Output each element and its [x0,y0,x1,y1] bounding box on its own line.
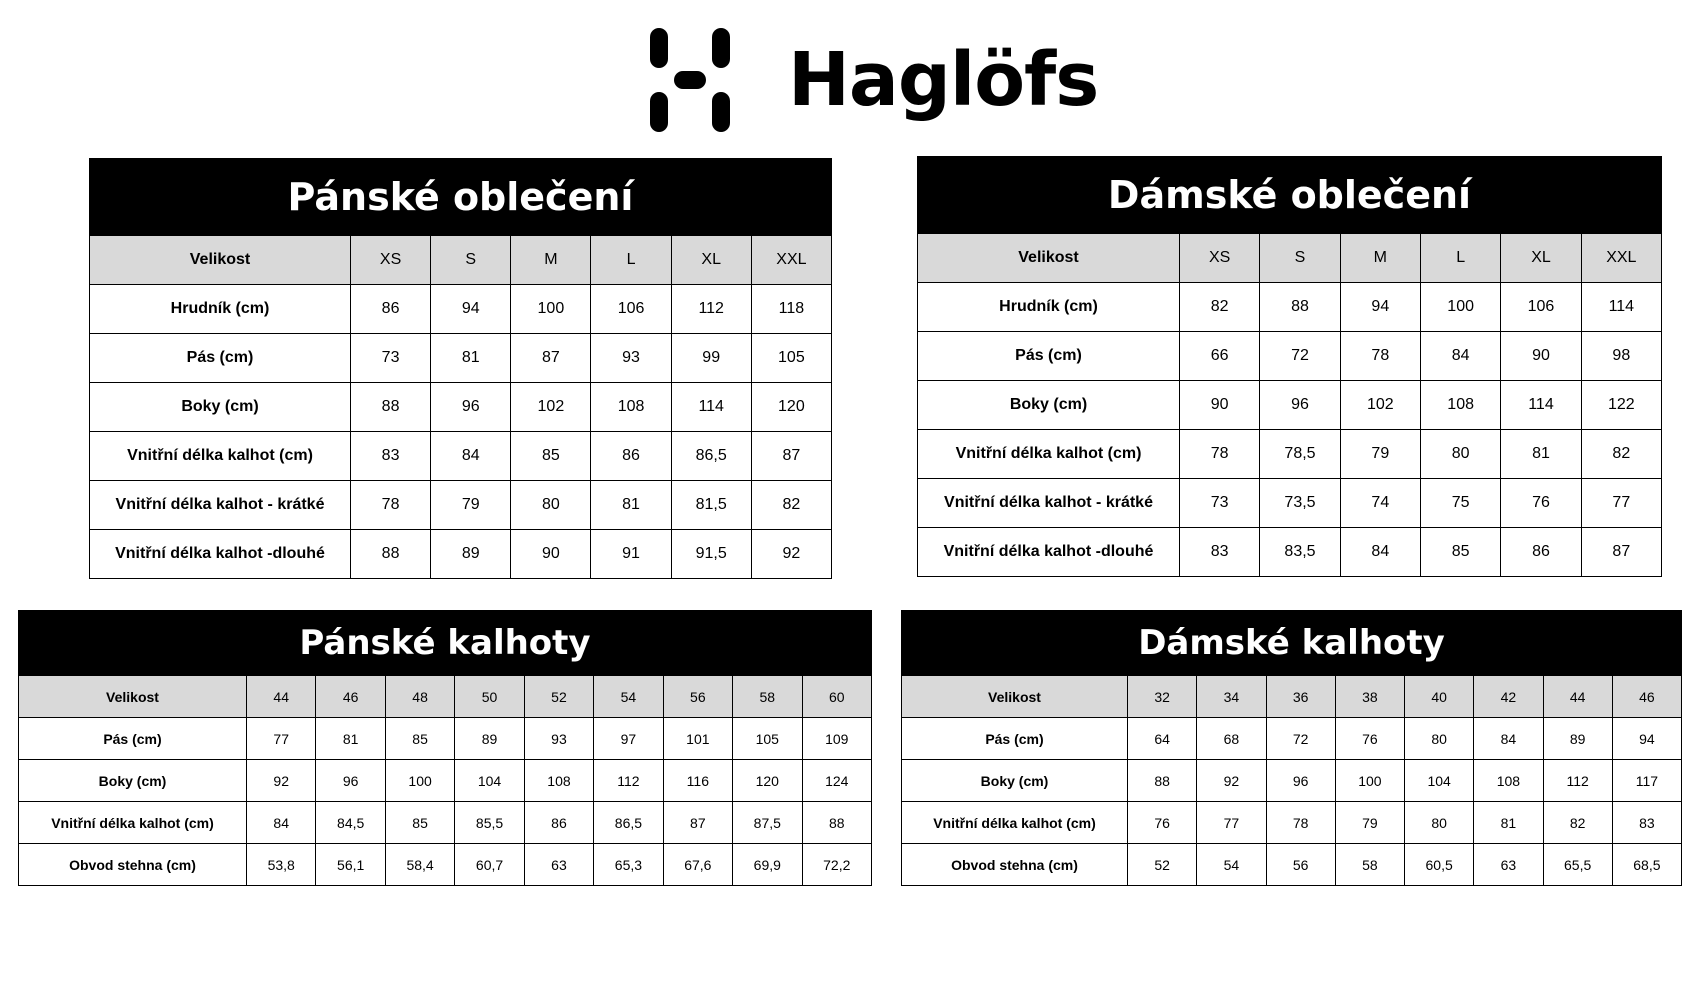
measurement-cell: 116 [663,760,732,802]
measurement-cell: 83,5 [1260,528,1340,577]
size-header: 34 [1197,676,1266,718]
row-label: Vnitřní délka kalhot -dlouhé [90,530,351,579]
measurement-cell: 83 [351,432,431,481]
measurement-cell: 114 [671,383,751,432]
measurement-cell: 80 [1405,802,1474,844]
measurement-cell: 90 [511,530,591,579]
women-clothing-size-table [917,156,1662,577]
size-header: 44 [1543,676,1612,718]
measurement-cell: 54 [1197,844,1266,886]
measurement-cell: 92 [751,530,831,579]
size-header: XXL [1581,234,1661,283]
table-row [902,760,1682,802]
measurement-cell: 76 [1128,802,1197,844]
measurement-cell: 88 [351,530,431,579]
measurement-cell: 85 [385,802,454,844]
measurement-cell: 79 [1335,802,1404,844]
row-label: Vnitřní délka kalhot (cm) [90,432,351,481]
header-label: Velikost [90,236,351,285]
measurement-cell: 86 [351,285,431,334]
measurement-cell: 112 [594,760,663,802]
row-label: Vnitřní délka kalhot - krátké [918,479,1180,528]
measurement-cell: 86 [591,432,671,481]
measurement-cell: 80 [1420,430,1500,479]
measurement-cell: 81 [1501,430,1581,479]
measurement-cell: 84 [1474,718,1543,760]
measurement-cell: 85,5 [455,802,524,844]
measurement-cell: 90 [1180,381,1260,430]
size-header: 52 [524,676,593,718]
measurement-cell: 120 [751,383,831,432]
measurement-cell: 77 [247,718,316,760]
table-row [19,760,872,802]
measurement-cell: 104 [1405,760,1474,802]
measurement-cell: 82 [1180,283,1260,332]
size-header: 50 [455,676,524,718]
size-header: 54 [594,676,663,718]
measurement-cell: 85 [385,718,454,760]
table-row [902,802,1682,844]
measurement-cell: 108 [524,760,593,802]
measurement-cell: 106 [1501,283,1581,332]
measurement-cell: 120 [733,760,802,802]
measurement-cell: 53,8 [247,844,316,886]
measurement-cell: 100 [1335,760,1404,802]
row-label: Boky (cm) [19,760,247,802]
measurement-cell: 76 [1335,718,1404,760]
measurement-cell: 72,2 [802,844,872,886]
measurement-cell: 105 [751,334,831,383]
measurement-cell: 81 [591,481,671,530]
size-header: 38 [1335,676,1404,718]
table-row [19,844,872,886]
row-label: Pás (cm) [902,718,1128,760]
size-header: 32 [1128,676,1197,718]
header-row [19,676,872,718]
measurement-cell: 96 [431,383,511,432]
measurement-cell: 100 [1420,283,1500,332]
measurement-cell: 80 [1405,718,1474,760]
measurement-cell: 64 [1128,718,1197,760]
measurement-cell: 81 [431,334,511,383]
measurement-cell: 58,4 [385,844,454,886]
measurement-cell: 78 [1266,802,1335,844]
size-header: 46 [316,676,385,718]
measurement-cell: 78 [1180,430,1260,479]
table-title: Dámské oblečení [917,156,1662,233]
row-label: Boky (cm) [902,760,1128,802]
table-title: Pánské oblečení [89,158,832,235]
measurement-cell: 112 [1543,760,1612,802]
measurement-cell: 99 [671,334,751,383]
measurement-cell: 87 [751,432,831,481]
table-row [902,718,1682,760]
measurement-cell: 52 [1128,844,1197,886]
header-row [902,676,1682,718]
measurement-cell: 69,9 [733,844,802,886]
measurement-cell: 93 [591,334,671,383]
haglofs-h-mark-icon [650,28,730,132]
measurement-cell: 97 [594,718,663,760]
size-header: XL [671,236,751,285]
table-row [90,481,832,530]
size-header: M [1340,234,1420,283]
measurement-cell: 68 [1197,718,1266,760]
measurement-cell: 65,3 [594,844,663,886]
measurement-cell: 88 [351,383,431,432]
size-header: 56 [663,676,732,718]
measurement-cell: 124 [802,760,872,802]
row-label: Vnitřní délka kalhot -dlouhé [918,528,1180,577]
measurement-cell: 60,5 [1405,844,1474,886]
measurement-cell: 78 [351,481,431,530]
measurement-cell: 66 [1180,332,1260,381]
size-header: 46 [1612,676,1681,718]
table-row [918,479,1662,528]
table-title: Pánské kalhoty [18,610,872,675]
measurement-cell: 87 [1581,528,1661,577]
table-row [19,718,872,760]
measurement-cell: 84 [1340,528,1420,577]
measurement-cell: 88 [1128,760,1197,802]
measurement-cell: 72 [1260,332,1340,381]
row-label: Vnitřní délka kalhot (cm) [902,802,1128,844]
measurement-cell: 108 [591,383,671,432]
table-row [90,334,832,383]
measurement-cell: 67,6 [663,844,732,886]
measurement-cell: 84,5 [316,802,385,844]
measurement-cell: 56,1 [316,844,385,886]
row-label: Hrudník (cm) [90,285,351,334]
measurement-cell: 94 [431,285,511,334]
table-row [90,383,832,432]
measurement-cell: 84 [1420,332,1500,381]
measurement-cell: 89 [455,718,524,760]
measurement-cell: 78 [1340,332,1420,381]
measurement-cell: 79 [431,481,511,530]
row-label: Vnitřní délka kalhot (cm) [918,430,1180,479]
measurement-cell: 90 [1501,332,1581,381]
measurement-cell: 85 [511,432,591,481]
table-row [90,530,832,579]
header-row [90,236,832,285]
row-label: Hrudník (cm) [918,283,1180,332]
table-row [90,432,832,481]
measurement-cell: 77 [1581,479,1661,528]
header-label: Velikost [902,676,1128,718]
measurement-cell: 105 [733,718,802,760]
measurement-cell: 72 [1266,718,1335,760]
size-header: XS [351,236,431,285]
measurement-cell: 114 [1581,283,1661,332]
measurement-cell: 87 [663,802,732,844]
size-header: XXL [751,236,831,285]
size-header: XL [1501,234,1581,283]
size-header: 60 [802,676,872,718]
measurement-cell: 96 [316,760,385,802]
size-header: 58 [733,676,802,718]
measurement-cell: 84 [431,432,511,481]
measurement-cell: 63 [1474,844,1543,886]
table-title: Dámské kalhoty [901,610,1682,675]
measurement-cell: 75 [1420,479,1500,528]
size-header: 40 [1405,676,1474,718]
row-label: Pás (cm) [90,334,351,383]
measurement-cell: 96 [1260,381,1340,430]
measurement-cell: 114 [1501,381,1581,430]
measurement-cell: 102 [511,383,591,432]
row-label: Obvod stehna (cm) [19,844,247,886]
measurement-cell: 91,5 [671,530,751,579]
measurement-cell: 73 [351,334,431,383]
measurement-cell: 85 [1420,528,1500,577]
table-row [918,430,1662,479]
measurement-cell: 82 [751,481,831,530]
measurement-cell: 91 [591,530,671,579]
measurement-cell: 86,5 [594,802,663,844]
measurement-cell: 86 [524,802,593,844]
measurement-cell: 108 [1420,381,1500,430]
table-row [90,285,832,334]
measurement-cell: 56 [1266,844,1335,886]
measurement-cell: 101 [663,718,732,760]
measurement-cell: 93 [524,718,593,760]
measurement-cell: 88 [802,802,872,844]
header-label: Velikost [918,234,1180,283]
women-pants-size-table [901,610,1682,886]
measurement-cell: 68,5 [1612,844,1681,886]
table-row [19,802,872,844]
measurement-cell: 81 [1474,802,1543,844]
measurement-cell: 81 [316,718,385,760]
measurement-cell: 98 [1581,332,1661,381]
measurement-cell: 82 [1581,430,1661,479]
measurement-cell: 96 [1266,760,1335,802]
size-table-grid [917,233,1662,577]
row-label: Vnitřní délka kalhot - krátké [90,481,351,530]
measurement-cell: 102 [1340,381,1420,430]
measurement-cell: 109 [802,718,872,760]
measurement-cell: 106 [591,285,671,334]
table-row [918,528,1662,577]
measurement-cell: 87 [511,334,591,383]
size-header: 36 [1266,676,1335,718]
men-clothing-size-table [89,158,832,579]
table-row [918,283,1662,332]
size-header: S [431,236,511,285]
header-row [918,234,1662,283]
measurement-cell: 84 [247,802,316,844]
measurement-cell: 76 [1501,479,1581,528]
row-label: Pás (cm) [918,332,1180,381]
measurement-cell: 112 [671,285,751,334]
measurement-cell: 63 [524,844,593,886]
brand-name: Haglöfs [788,37,1099,123]
men-pants-size-table [18,610,872,886]
measurement-cell: 73,5 [1260,479,1340,528]
measurement-cell: 79 [1340,430,1420,479]
measurement-cell: 80 [511,481,591,530]
measurement-cell: 92 [247,760,316,802]
measurement-cell: 94 [1340,283,1420,332]
size-header: XS [1180,234,1260,283]
table-row [902,844,1682,886]
row-label: Boky (cm) [918,381,1180,430]
row-label: Boky (cm) [90,383,351,432]
size-header: 42 [1474,676,1543,718]
brand-logo [650,28,1098,132]
measurement-cell: 81,5 [671,481,751,530]
measurement-cell: 60,7 [455,844,524,886]
row-label: Obvod stehna (cm) [902,844,1128,886]
measurement-cell: 87,5 [733,802,802,844]
size-header: S [1260,234,1340,283]
measurement-cell: 118 [751,285,831,334]
size-table-grid [18,675,872,886]
measurement-cell: 117 [1612,760,1681,802]
measurement-cell: 83 [1180,528,1260,577]
table-row [918,332,1662,381]
measurement-cell: 104 [455,760,524,802]
measurement-cell: 89 [431,530,511,579]
row-label: Vnitřní délka kalhot (cm) [19,802,247,844]
measurement-cell: 73 [1180,479,1260,528]
measurement-cell: 82 [1543,802,1612,844]
measurement-cell: 83 [1612,802,1681,844]
size-table-grid [901,675,1682,886]
measurement-cell: 94 [1612,718,1681,760]
measurement-cell: 108 [1474,760,1543,802]
measurement-cell: 100 [511,285,591,334]
measurement-cell: 100 [385,760,454,802]
measurement-cell: 88 [1260,283,1340,332]
size-header: 48 [385,676,454,718]
size-header: 44 [247,676,316,718]
table-row [918,381,1662,430]
measurement-cell: 65,5 [1543,844,1612,886]
measurement-cell: 58 [1335,844,1404,886]
header-label: Velikost [19,676,247,718]
size-header: M [511,236,591,285]
measurement-cell: 86 [1501,528,1581,577]
row-label: Pás (cm) [19,718,247,760]
measurement-cell: 89 [1543,718,1612,760]
measurement-cell: 92 [1197,760,1266,802]
size-header: L [1420,234,1500,283]
measurement-cell: 122 [1581,381,1661,430]
measurement-cell: 78,5 [1260,430,1340,479]
measurement-cell: 74 [1340,479,1420,528]
size-header: L [591,236,671,285]
size-table-grid [89,235,832,579]
measurement-cell: 77 [1197,802,1266,844]
measurement-cell: 86,5 [671,432,751,481]
